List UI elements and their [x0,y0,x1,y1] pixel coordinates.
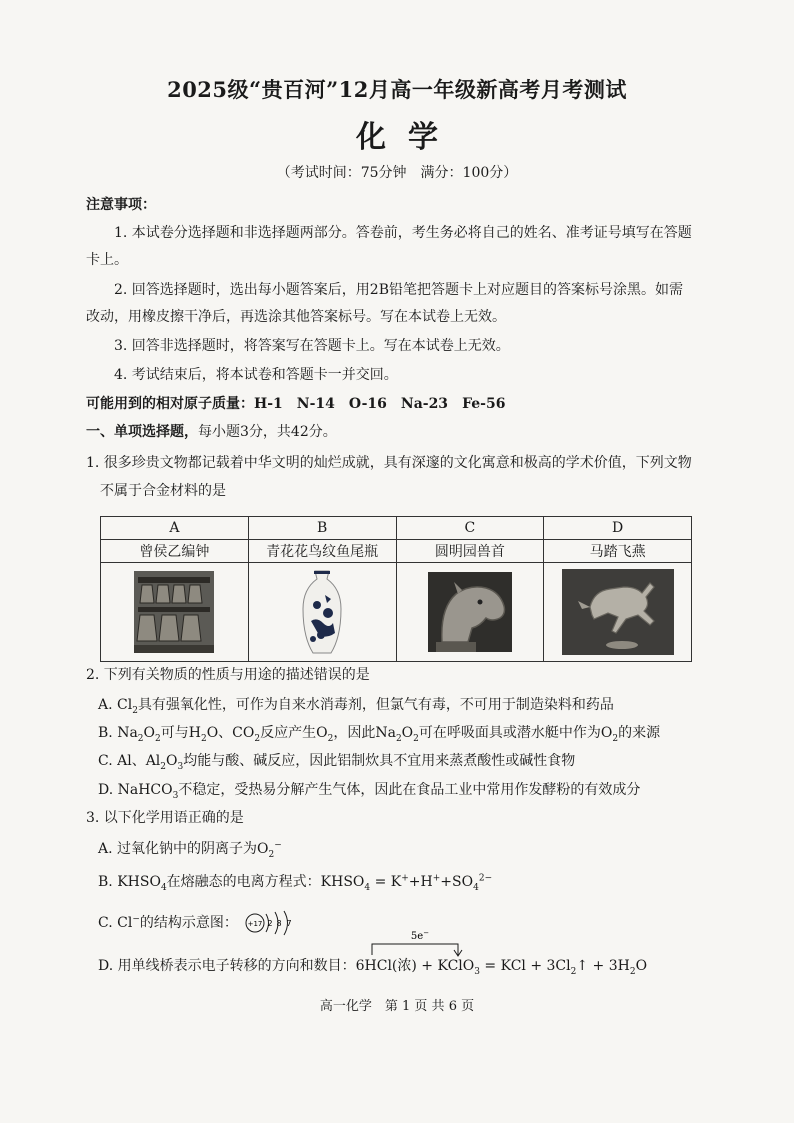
notice-item-1-cont: 卡上。 [86,252,128,268]
question-2-option-d: D. NaHCO$_3$不稳定，受热易分解产生气体，因此在食品工业中常用作发酵粉的有效成分 [98,782,641,801]
beast-head-image-cell [396,563,544,662]
artifact-table [100,516,692,662]
atomic-masses: 可能用到的相对原子质量：H-1 N-14 O-16 Na-23 Fe-56 [86,396,506,412]
electron-transfer-arrow [366,929,466,957]
notice-item-3: 3. 回答非选择题时，将答案写在答题卡上。写在本试卷上无效。 [114,338,510,354]
col-b: B [248,517,396,540]
section-1-heading: 一、单项选择题，每小题3分，共42分。 [86,424,337,440]
porcelain-vase-image [287,569,357,655]
question-3-option-b: B. $KHSO_4$在熔融态的电离方程式：$KHSO_4 = K^++H^++SO_4^{2-}$ [98,873,493,893]
artifact-name-a: 曾侯乙编钟 [101,540,249,563]
bells-image-cell [101,563,249,662]
question-2-option-c: C. Al、$Al_2O_3$均能与酸、碱反应，因此铝制炊具不宜用来蒸煮酸性或碱性食物 [98,753,576,772]
col-a: A [101,517,249,540]
notice-item-2-cont: 改动，用橡皮擦干净后，再选涂其他答案标号。写在本试卷上无效。 [86,309,506,325]
shell-1-electrons: 2 [267,919,273,928]
question-1-stem: 1. 很多珍贵文物都记载着中华文明的灿烂成就，具有深邃的文化寓意和极高的学术价值，下列文物 [86,455,692,471]
question-3-option-c: C. Cl−的结构示意图： +17 2 8 7 [98,910,302,936]
chloride-ion-structure-diagram [244,910,302,936]
vase-image-cell [248,563,396,662]
notice-heading: 注意事项： [86,197,156,213]
exam-title: 2025级“贵百河”12月高一年级新高考月考测试 [167,77,627,102]
nucleus-charge: +17 [247,920,263,928]
question-3-option-a: A. 过氧化钠中的阴离子为$O_2^-$ [98,840,282,860]
electron-count-label: 5e− [410,929,430,942]
exam-info: （考试时间：75分钟 满分：100分） [276,165,518,181]
notice-item-1: 1. 本试卷分选择题和非选择题两部分。答卷前，考生务必将自己的姓名、准考证号填写在答题 [114,225,692,241]
artifact-name-d: 马踏飞燕 [544,540,692,563]
flying-horse-image-cell [544,563,692,662]
question-1-stem-cont: 不属于合金材料的是 [100,483,226,499]
question-3-stem: 3. 以下化学用语正确的是 [86,810,244,826]
galloping-horse-image [562,569,674,655]
question-2-option-a: A. $Cl_2$具有强氧化性，可作为自来水消毒剂，但氯气有毒，不可用于制造染料和药品 [98,697,614,716]
question-3-option-d: D. 用单线桥表示电子转移的方向和数目：6HCl(浓) + KClO$_3$ = KCl + $3Cl_2↑ + 3H_2O$ [98,958,648,977]
notice-item-4: 4. 考试结束后，将本试卷和答题卡一并交回。 [114,367,398,383]
notice-item-2: 2. 回答选择题时，选出每小题答案后，用2B铅笔把答题卡上对应题目的答案标号涂黑。如需 [114,282,684,298]
page-footer: 高一化学 第 1 页 共 6 页 [319,999,475,1014]
bronze-horse-head-image [428,572,512,652]
question-2-stem: 2. 下列有关物质的性质与用途的描述错误的是 [86,667,370,683]
question-2-option-b: B. $Na_2O_2$可与$H_2O$、$CO_2$反应产生$O_2$，因此$Na_2O_2$可在呼吸面具或潜水艇中作为$O_2$的来源 [98,725,661,744]
shell-2-electrons: 8 [276,919,282,928]
col-c: C [396,517,544,540]
artifact-name-c: 圆明园兽首 [396,540,544,563]
col-d: D [544,517,692,540]
artifact-name-b: 青花花鸟纹鱼尾瓶 [248,540,396,563]
shell-3-electrons: 7 [286,919,292,928]
subject-title: 化学 [356,120,460,155]
bronze-bells-image [134,571,214,653]
